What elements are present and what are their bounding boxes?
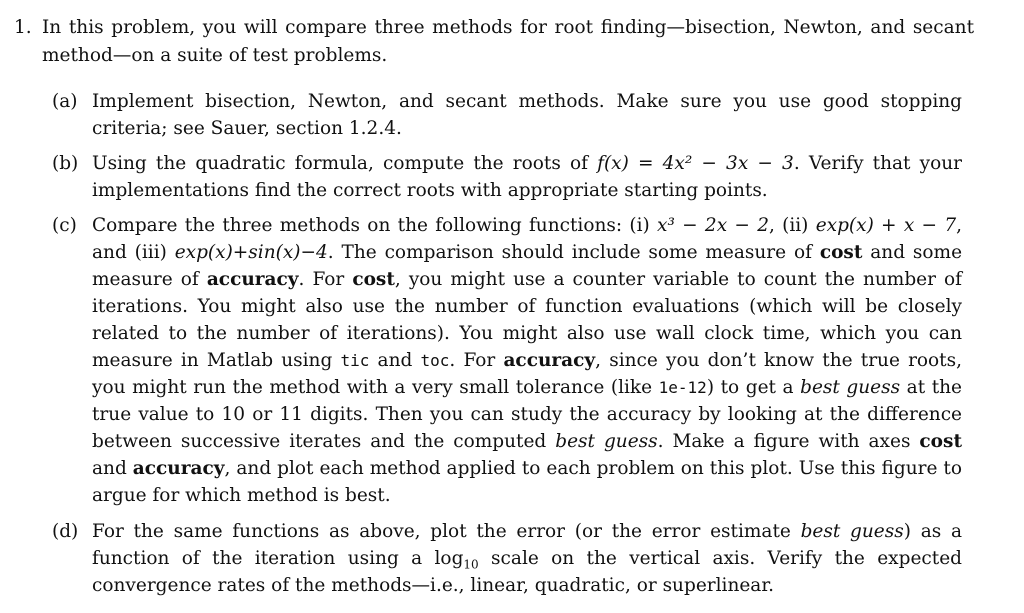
part-c-s9: . For — [449, 350, 504, 371]
function-iii: exp(x)+sin(x)−4 — [174, 242, 328, 263]
problem-number: 1. — [14, 17, 32, 38]
accuracy-term: accuracy — [503, 350, 596, 371]
part-d-label: (d) — [52, 521, 79, 542]
cost-term: cost — [919, 431, 962, 452]
part-d — [52, 518, 962, 599]
accuracy-term: accuracy — [206, 269, 299, 290]
part-b-text-2: . Verify that your implementations find the correct roots with appropriate starting points. — [92, 153, 962, 201]
cost-term: cost — [352, 269, 395, 290]
part-c-s14: and — [92, 458, 133, 479]
part-a — [52, 88, 962, 142]
log-subscript: 10 — [463, 557, 479, 572]
part-d-text — [92, 518, 962, 599]
part-c-s6: . For — [298, 269, 353, 290]
part-c-text — [92, 212, 962, 509]
log-term: log — [434, 548, 464, 569]
part-c — [52, 212, 962, 509]
toc-code: toc — [420, 351, 450, 370]
part-c-s4: . The comparison should include some measure of — [327, 242, 820, 263]
part-d-s3: scale on the vertical axis. Verify the expected convergence rates of the methods—i.e., linear, quadratic, or superlinear. — [92, 548, 962, 596]
part-b — [52, 150, 962, 204]
problem-1 — [14, 14, 974, 70]
best-guess-term: best guess — [800, 377, 901, 398]
part-b-text-1: Using the quadratic formula, compute the roots of — [92, 153, 598, 174]
cost-term: cost — [819, 242, 863, 263]
part-d-s2: ) as a function of the iteration using a — [92, 521, 962, 569]
part-c-label: (c) — [52, 215, 77, 236]
part-c-s12: at the true value to 10 or 11 digits. Then you can study the accuracy by looking at the difference between successive iterates and the computed — [92, 377, 962, 452]
function-i: x³ − 2x − 2 — [657, 215, 769, 236]
part-b-function: f(x) = 4x² − 3x − 3 — [597, 153, 794, 174]
part-b-text — [92, 150, 962, 204]
best-guess-term: best guess — [555, 431, 658, 452]
accuracy-term: accuracy — [132, 458, 225, 479]
part-c-s10: , since you don’t know the true roots, you might run the method with a very small tolerance (like — [92, 350, 962, 398]
function-ii: exp(x) + x − 7 — [815, 215, 957, 236]
part-c-s1: Compare the three methods on the following functions: (i) — [92, 215, 658, 236]
part-c-s3: , and (iii) — [92, 215, 962, 263]
tic-code: tic — [340, 351, 370, 370]
part-a-text: Implement bisection, Newton, and secant methods. Make sure you use good stopping criteria; see Sauer, section 1.2.4. — [92, 91, 962, 139]
part-c-s2: , (ii) — [768, 215, 816, 236]
part-d-s1: For the same functions as above, plot the error (or the error estimate — [92, 521, 801, 542]
tolerance-code: 1e-12 — [658, 378, 707, 397]
best-guess-term: best guess — [800, 521, 904, 542]
part-c-s15: , and plot each method applied to each problem on this plot. Use this figure to argue for which method is best. — [92, 458, 962, 506]
part-a-label: (a) — [52, 91, 78, 112]
part-c-s11: ) to get a — [706, 377, 801, 398]
part-c-s7: , you might use a counter variable to count the number of iterations. You might also use the number of function evaluations (which will be closely related to the number of iterations). You might also use wall clock time, which you can measure in Matlab using — [92, 269, 962, 371]
part-c-s13: . Make a figure with axes — [657, 431, 920, 452]
problem-intro: In this problem, you will compare three methods for root finding—bisection, Newton, and secant method—on a suite of test problems. — [42, 17, 974, 66]
part-b-label: (b) — [52, 153, 79, 174]
part-c-s5: and some measure of — [92, 242, 963, 290]
part-c-s8: and — [369, 350, 421, 371]
